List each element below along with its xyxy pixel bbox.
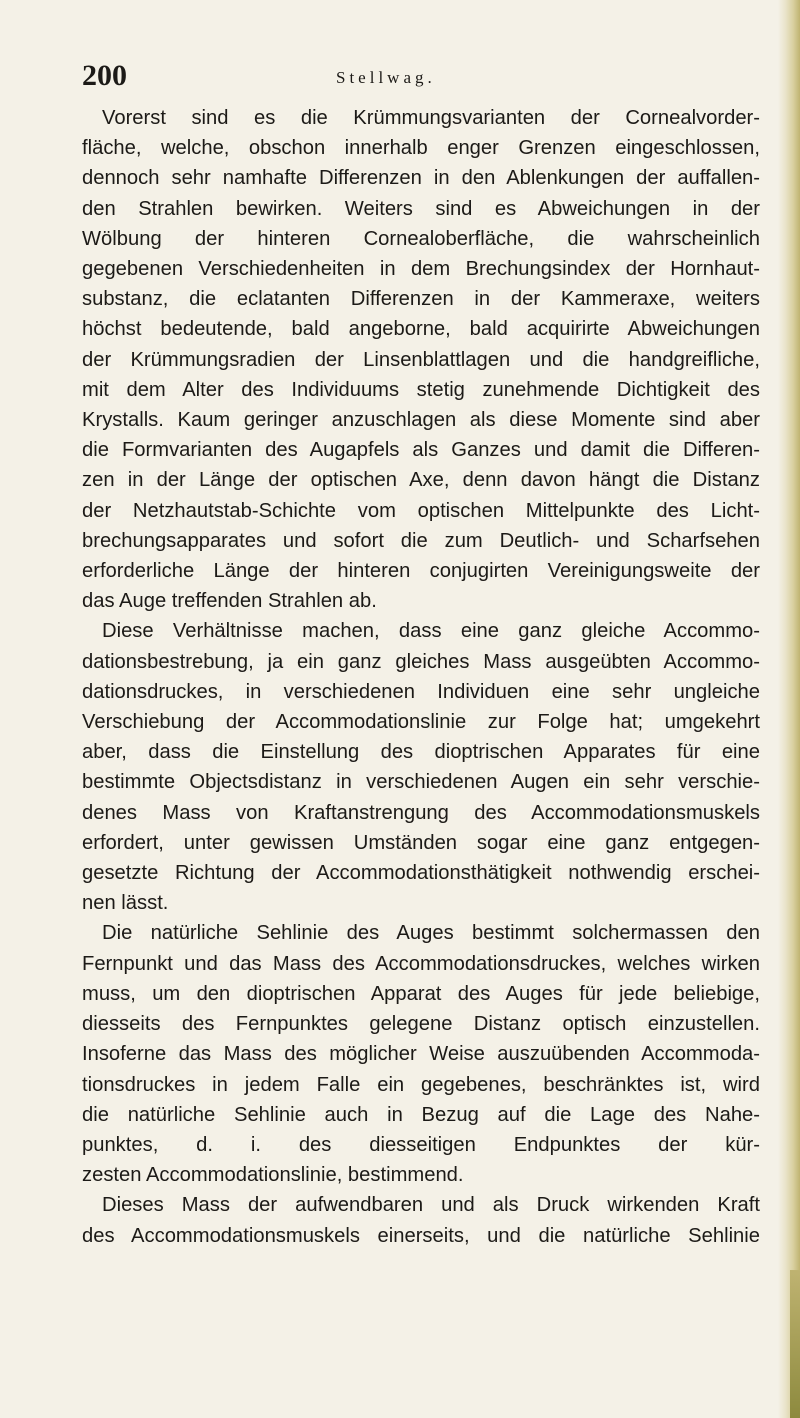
page-edge-shadow <box>778 0 800 1418</box>
text-line: muss, um den dioptrischen Apparat des Auges für jede beliebige, <box>82 982 760 1005</box>
text-line: nen lässt. <box>82 892 169 915</box>
text-line: mit dem Alter des Individuums stetig zunehmende Dichtigkeit des <box>82 378 760 401</box>
paragraph-4 <box>82 1190 760 1250</box>
text-line: Verschiebung der Accommodationslinie zur Folge hat; umgekehrt <box>82 711 760 734</box>
text-line: fläche, welche, obschon innerhalb enger Grenzen eingeschlossen, <box>82 137 760 160</box>
text-line: die Formvarianten des Augapfels als Ganzes und damit die Differen- <box>82 439 760 462</box>
text-line: erforderliche Länge der hinteren conjugirten Vereinigungsweite der <box>82 560 760 583</box>
text-line: höchst bedeutende, bald angeborne, bald acquirirte Abweichungen <box>82 318 760 341</box>
text-line: tionsdruckes in jedem Falle ein gegebenes, beschränktes ist, wird <box>82 1073 760 1096</box>
text-line: Fernpunkt und das Mass des Accommodationsdruckes, welches wirken <box>82 952 760 975</box>
body-text <box>82 103 760 1251</box>
text-line: dationsdruckes, in verschiedenen Individuen eine sehr ungleiche <box>82 680 760 703</box>
text-line: Vorerst sind es die Krümmungsvarianten der Cornealvorder- <box>102 107 760 129</box>
text-line: substanz, die eclatanten Differenzen in der Kammeraxe, weiters <box>82 288 760 311</box>
text-line: denes Mass von Kraftanstrengung des Accommodationsmuskels <box>82 801 760 824</box>
text-line: bestimmte Objectsdistanz in verschiedenen Augen ein sehr verschie- <box>82 771 760 794</box>
text-line: brechungsapparates und sofort die zum Deutlich- und Scharfsehen <box>82 529 760 552</box>
text-line: die natürliche Sehlinie auch in Bezug auf die Lage des Nahe- <box>82 1103 760 1126</box>
text-line: Die natürliche Sehlinie des Auges bestimmt solchermassen den <box>102 922 760 945</box>
text-line: zen in der Länge der optischen Axe, denn davon hängt die Distanz <box>82 469 760 492</box>
text-line: den Strahlen bewirken. Weiters sind es Abweichungen in der <box>82 197 760 220</box>
text-line: Dieses Mass der aufwendbaren und als Druck wirkenden Kraft <box>102 1194 760 1217</box>
text-line: das Auge treffenden Strahlen ab. <box>82 590 377 613</box>
text-line: dennoch sehr namhafte Differenzen in den Ablenkungen der auffallen- <box>82 167 760 190</box>
text-line: Diese Verhältnisse machen, dass eine ganz gleiche Accommo- <box>102 620 760 643</box>
text-line: des Accommodationsmuskels einerseits, und die natürliche Sehlinie <box>82 1224 760 1247</box>
text-line: punktes, d. i. des diesseitigen Endpunktes der kür- <box>82 1133 760 1156</box>
text-line: gesetzte Richtung der Accommodationsthätigkeit nothwendig erschei- <box>82 862 760 885</box>
text-line: zesten Accommodationslinie, bestimmend. <box>82 1164 464 1187</box>
text-line: gegebenen Verschiedenheiten in dem Brechungsindex der Hornhaut- <box>82 258 760 281</box>
text-line: der Netzhautstab-Schichte vom optischen Mittelpunkte des Licht- <box>82 499 760 522</box>
text-line: Wölbung der hinteren Cornealoberfläche, die wahrscheinlich <box>82 227 760 250</box>
text-line: diesseits des Fernpunktes gelegene Distanz optisch einzustellen. <box>82 1013 760 1036</box>
text-line: Insoferne das Mass des möglicher Weise auszuübenden Accommoda- <box>82 1043 760 1066</box>
text-line: erfordert, unter gewissen Umständen sogar eine ganz entgegen- <box>82 831 760 854</box>
running-head <box>82 58 762 98</box>
text-line: der Krümmungsradien der Linsenblattlagen und die handgreifliche, <box>82 348 760 371</box>
page-number: 200 <box>82 59 127 92</box>
paragraph-3 <box>82 918 760 1190</box>
paragraph-1 <box>82 103 760 616</box>
running-head-author: Stellwag. <box>336 68 436 87</box>
text-line: Krystalls. Kaum geringer anzuschlagen als diese Momente sind aber <box>82 409 760 432</box>
paragraph-2 <box>82 616 760 918</box>
text-line: aber, dass die Einstellung des dioptrischen Apparates für eine <box>82 741 760 764</box>
text-line: dationsbestrebung, ja ein ganz gleiches Mass ausgeübten Accommo- <box>82 650 760 673</box>
